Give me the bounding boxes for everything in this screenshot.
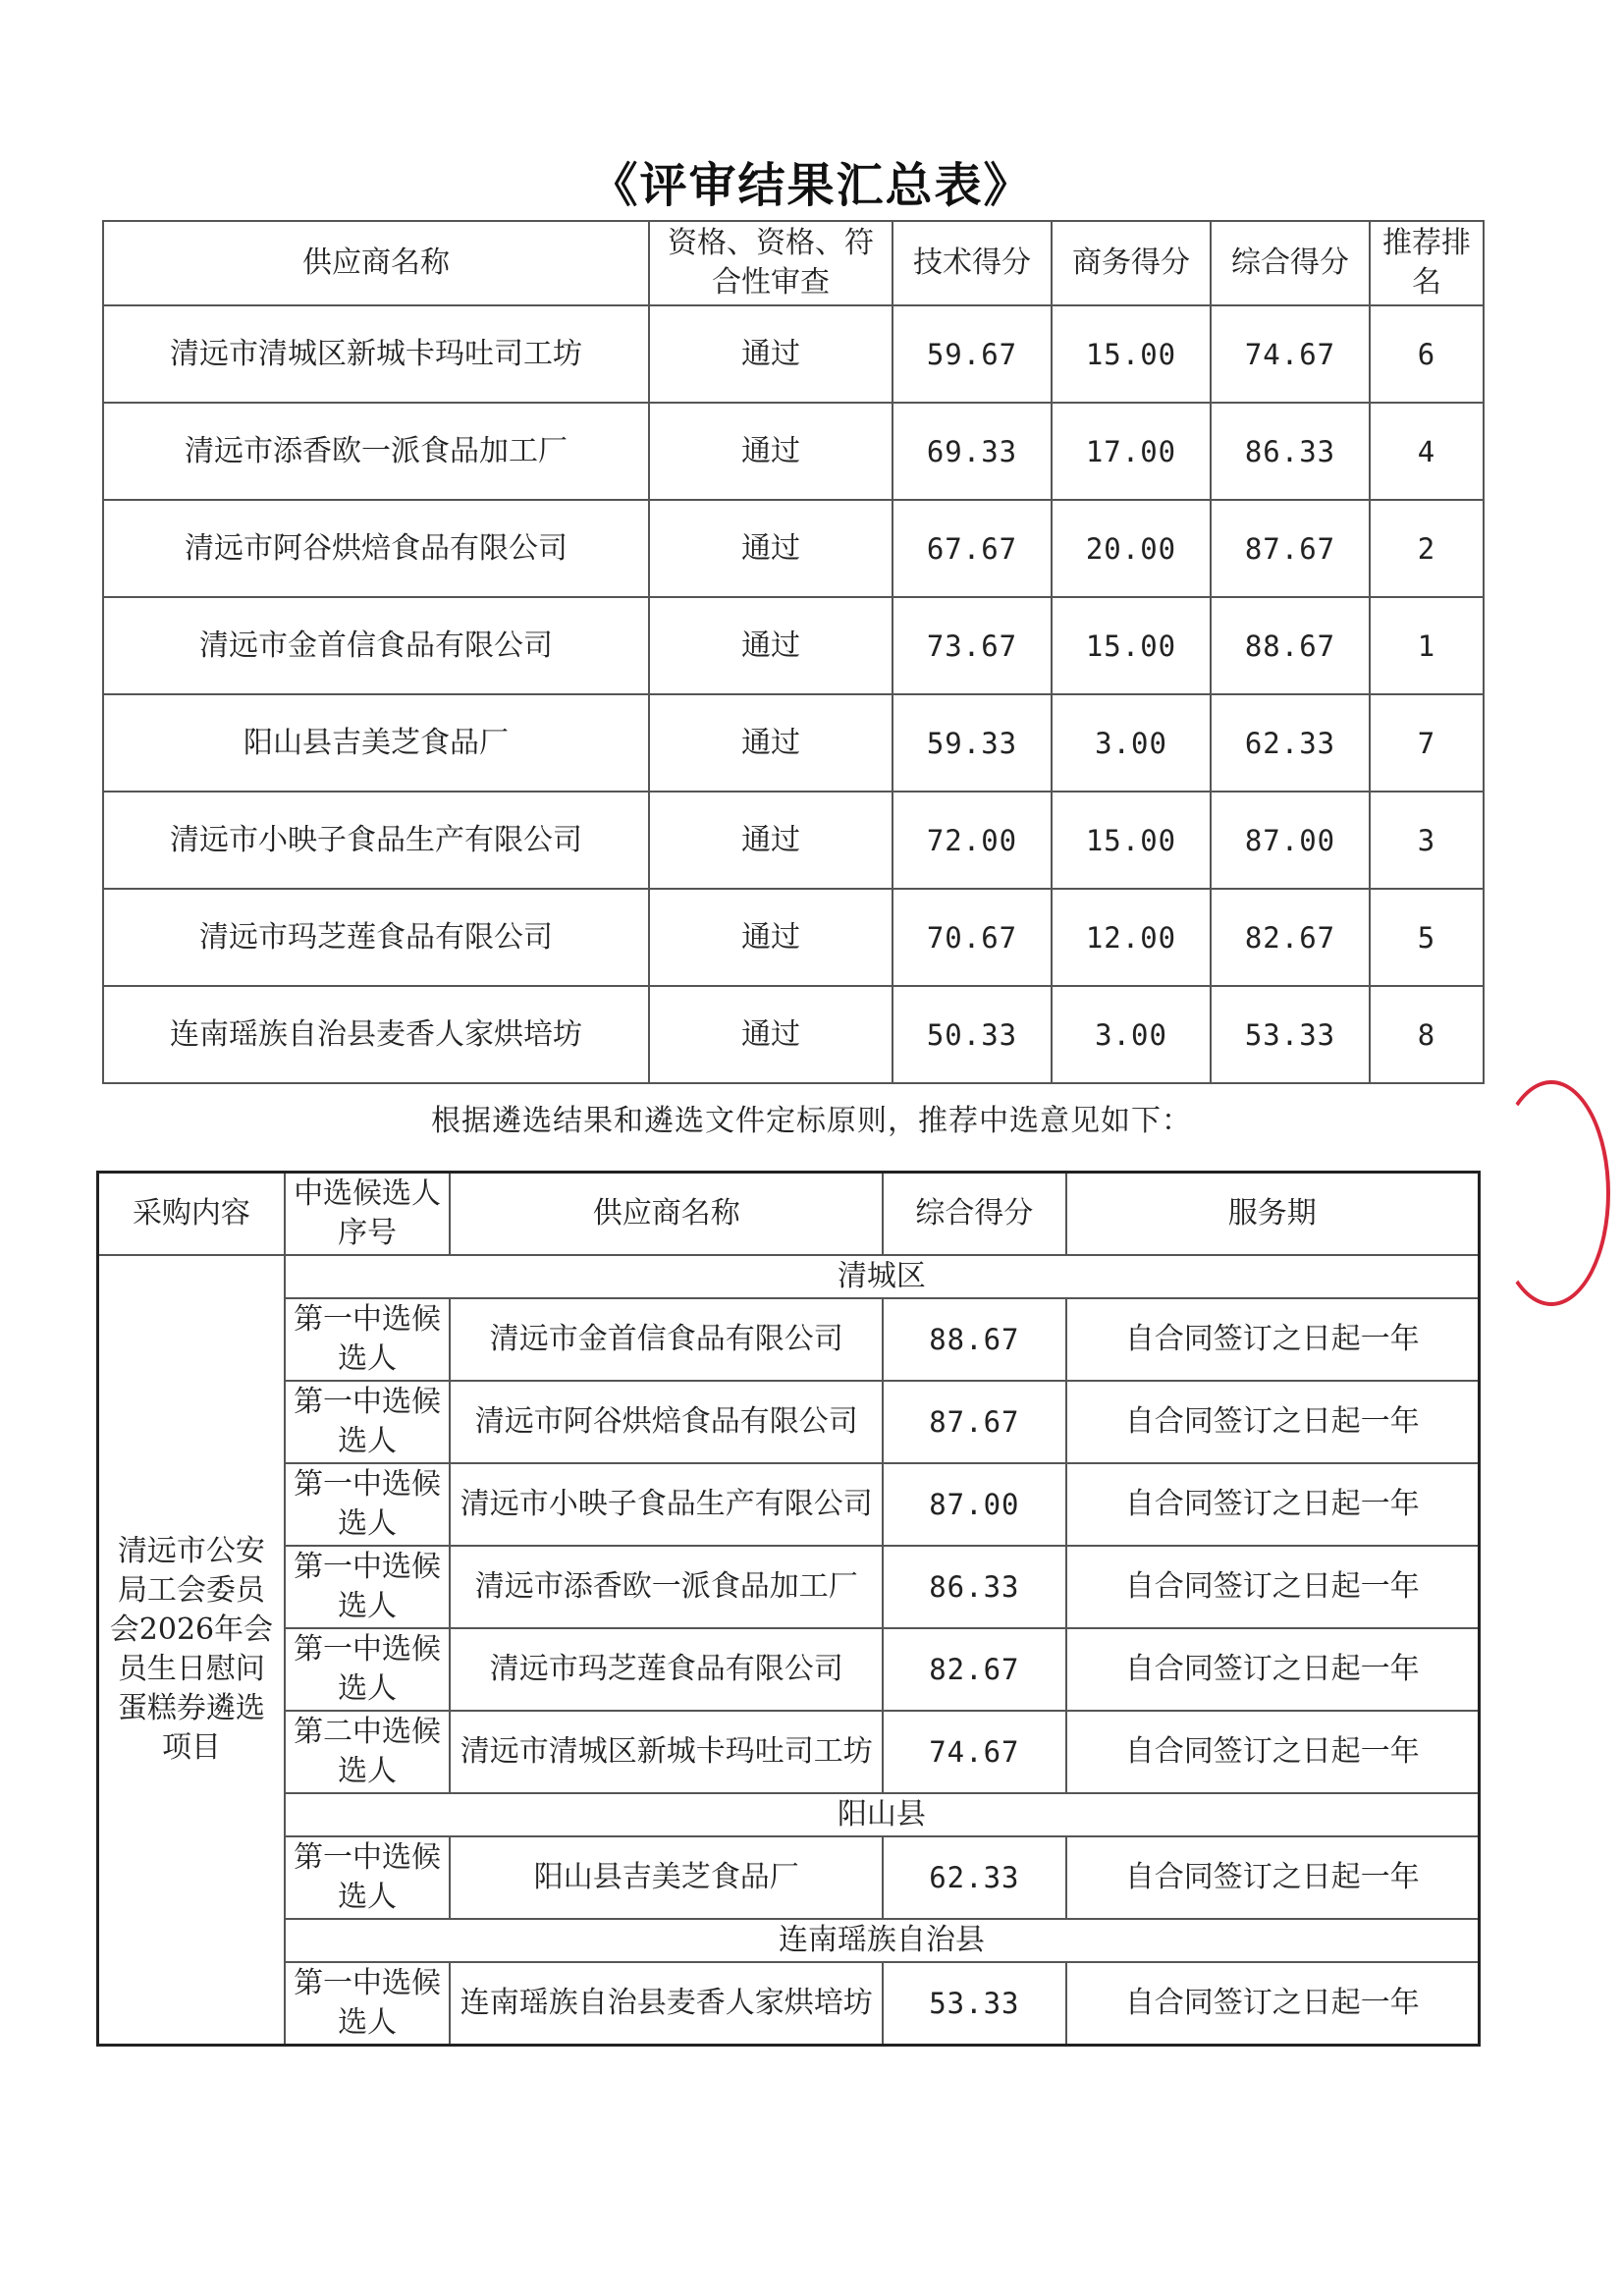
tech-score: 70.67	[893, 889, 1052, 986]
table-row	[98, 1463, 1480, 1546]
biz-score: 3.00	[1052, 986, 1211, 1083]
table-row	[98, 1962, 1480, 2046]
service-period: 自合同签订之日起一年	[1066, 1463, 1480, 1546]
region-name: 连南瑶族自治县	[285, 1919, 1480, 1962]
header-review: 资格、资格、符合性审查	[649, 221, 893, 305]
supplier-name: 清远市玛芝莲食品有限公司	[450, 1628, 883, 1711]
page-title: 《评审结果汇总表》	[590, 158, 1033, 213]
tech-score: 69.33	[893, 403, 1052, 500]
supplier-name: 阳山县吉美芝食品厂	[103, 694, 649, 792]
recommendation-table	[96, 1171, 1481, 2047]
total-score: 87.00	[883, 1463, 1065, 1546]
supplier-name: 清远市金首信食品有限公司	[450, 1298, 883, 1381]
total-score: 62.33	[883, 1836, 1065, 1919]
candidate-seq: 第一中选候选人	[285, 1298, 450, 1381]
candidate-seq: 第一中选候选人	[285, 1628, 450, 1711]
table-row	[103, 597, 1484, 694]
table-row	[103, 986, 1484, 1083]
service-period: 自合同签订之日起一年	[1066, 1628, 1480, 1711]
header-supplier: 供应商名称	[450, 1173, 883, 1256]
total-score: 62.33	[1211, 694, 1370, 792]
biz-score: 20.00	[1052, 500, 1211, 597]
official-seal	[1492, 1080, 1610, 1306]
total-score: 53.33	[883, 1962, 1065, 2046]
tech-score: 67.67	[893, 500, 1052, 597]
tech-score: 72.00	[893, 792, 1052, 889]
rank: 1	[1370, 597, 1484, 694]
table-row	[98, 1546, 1480, 1628]
rank: 6	[1370, 305, 1484, 403]
supplier-name: 连南瑶族自治县麦香人家烘培坊	[103, 986, 649, 1083]
total-score: 82.67	[883, 1628, 1065, 1711]
review-summary-table	[102, 220, 1485, 1084]
table-row	[98, 1836, 1480, 1919]
review-result: 通过	[649, 889, 893, 986]
supplier-name: 清远市阿谷烘焙食品有限公司	[450, 1381, 883, 1463]
table-header-row	[98, 1173, 1480, 1256]
header-supplier: 供应商名称	[103, 221, 649, 305]
tech-score: 50.33	[893, 986, 1052, 1083]
region-row	[98, 1793, 1480, 1836]
table-row	[98, 1628, 1480, 1711]
table-header-row	[103, 221, 1484, 305]
candidate-seq: 第一中选候选人	[285, 1546, 450, 1628]
rank: 5	[1370, 889, 1484, 986]
service-period: 自合同签订之日起一年	[1066, 1298, 1480, 1381]
total-score: 88.67	[1211, 597, 1370, 694]
supplier-name: 清远市清城区新城卡玛吐司工坊	[103, 305, 649, 403]
review-result: 通过	[649, 986, 893, 1083]
rank: 7	[1370, 694, 1484, 792]
tech-score: 59.67	[893, 305, 1052, 403]
tech-score: 59.33	[893, 694, 1052, 792]
review-result: 通过	[649, 792, 893, 889]
total-score: 87.67	[883, 1381, 1065, 1463]
header-biz-score: 商务得分	[1052, 221, 1211, 305]
rank: 2	[1370, 500, 1484, 597]
supplier-name: 连南瑶族自治县麦香人家烘培坊	[450, 1962, 883, 2046]
region-name: 阳山县	[285, 1793, 1480, 1836]
supplier-name: 清远市小映子食品生产有限公司	[103, 792, 649, 889]
biz-score: 15.00	[1052, 305, 1211, 403]
region-name: 清城区	[285, 1255, 1480, 1298]
header-rank: 推荐排名	[1370, 221, 1484, 305]
biz-score: 15.00	[1052, 597, 1211, 694]
review-result: 通过	[649, 500, 893, 597]
service-period: 自合同签订之日起一年	[1066, 1962, 1480, 2046]
table-row	[98, 1711, 1480, 1793]
project-name: 清远市公安局工会委员会2026年会员生日慰问蛋糕券遴选项目	[98, 1255, 285, 2046]
supplier-name: 清远市金首信食品有限公司	[103, 597, 649, 694]
supplier-name: 清远市清城区新城卡玛吐司工坊	[450, 1711, 883, 1793]
total-score: 74.67	[883, 1711, 1065, 1793]
rank: 4	[1370, 403, 1484, 500]
table-row	[103, 889, 1484, 986]
review-result: 通过	[649, 403, 893, 500]
header-tech-score: 技术得分	[893, 221, 1052, 305]
supplier-name: 清远市阿谷烘焙食品有限公司	[103, 500, 649, 597]
table-row	[103, 403, 1484, 500]
region-row	[98, 1919, 1480, 1962]
supplier-name: 清远市添香欧一派食品加工厂	[103, 403, 649, 500]
review-result: 通过	[649, 694, 893, 792]
service-period: 自合同签订之日起一年	[1066, 1711, 1480, 1793]
supplier-name: 清远市小映子食品生产有限公司	[450, 1463, 883, 1546]
service-period: 自合同签订之日起一年	[1066, 1381, 1480, 1463]
recommend-note: 根据遴选结果和遴选文件定标原则，推荐中选意见如下：	[431, 1104, 1192, 1138]
candidate-seq: 第一中选候选人	[285, 1381, 450, 1463]
rank: 8	[1370, 986, 1484, 1083]
total-score: 87.67	[1211, 500, 1370, 597]
table-row	[98, 1298, 1480, 1381]
candidate-seq: 第一中选候选人	[285, 1463, 450, 1546]
total-score: 53.33	[1211, 986, 1370, 1083]
table-row	[98, 1381, 1480, 1463]
header-purchase-content: 采购内容	[98, 1173, 285, 1256]
candidate-seq: 第二中选候选人	[285, 1711, 450, 1793]
header-total-score: 综合得分	[883, 1173, 1065, 1256]
candidate-seq: 第一中选候选人	[285, 1836, 450, 1919]
service-period: 自合同签订之日起一年	[1066, 1836, 1480, 1919]
total-score: 86.33	[883, 1546, 1065, 1628]
supplier-name: 清远市玛芝莲食品有限公司	[103, 889, 649, 986]
biz-score: 15.00	[1052, 792, 1211, 889]
supplier-name: 清远市添香欧一派食品加工厂	[450, 1546, 883, 1628]
table-row	[103, 305, 1484, 403]
total-score: 74.67	[1211, 305, 1370, 403]
tech-score: 73.67	[893, 597, 1052, 694]
service-period: 自合同签订之日起一年	[1066, 1546, 1480, 1628]
total-score: 87.00	[1211, 792, 1370, 889]
biz-score: 12.00	[1052, 889, 1211, 986]
header-service-period: 服务期	[1066, 1173, 1480, 1256]
review-result: 通过	[649, 597, 893, 694]
header-candidate-seq: 中选候选人序号	[285, 1173, 450, 1256]
table-row	[103, 792, 1484, 889]
biz-score: 3.00	[1052, 694, 1211, 792]
review-result: 通过	[649, 305, 893, 403]
total-score: 86.33	[1211, 403, 1370, 500]
total-score: 88.67	[883, 1298, 1065, 1381]
candidate-seq: 第一中选候选人	[285, 1962, 450, 2046]
region-row	[98, 1255, 1480, 1298]
table-row	[103, 694, 1484, 792]
supplier-name: 阳山县吉美芝食品厂	[450, 1836, 883, 1919]
rank: 3	[1370, 792, 1484, 889]
table-row	[103, 500, 1484, 597]
total-score: 82.67	[1211, 889, 1370, 986]
header-total-score: 综合得分	[1211, 221, 1370, 305]
biz-score: 17.00	[1052, 403, 1211, 500]
